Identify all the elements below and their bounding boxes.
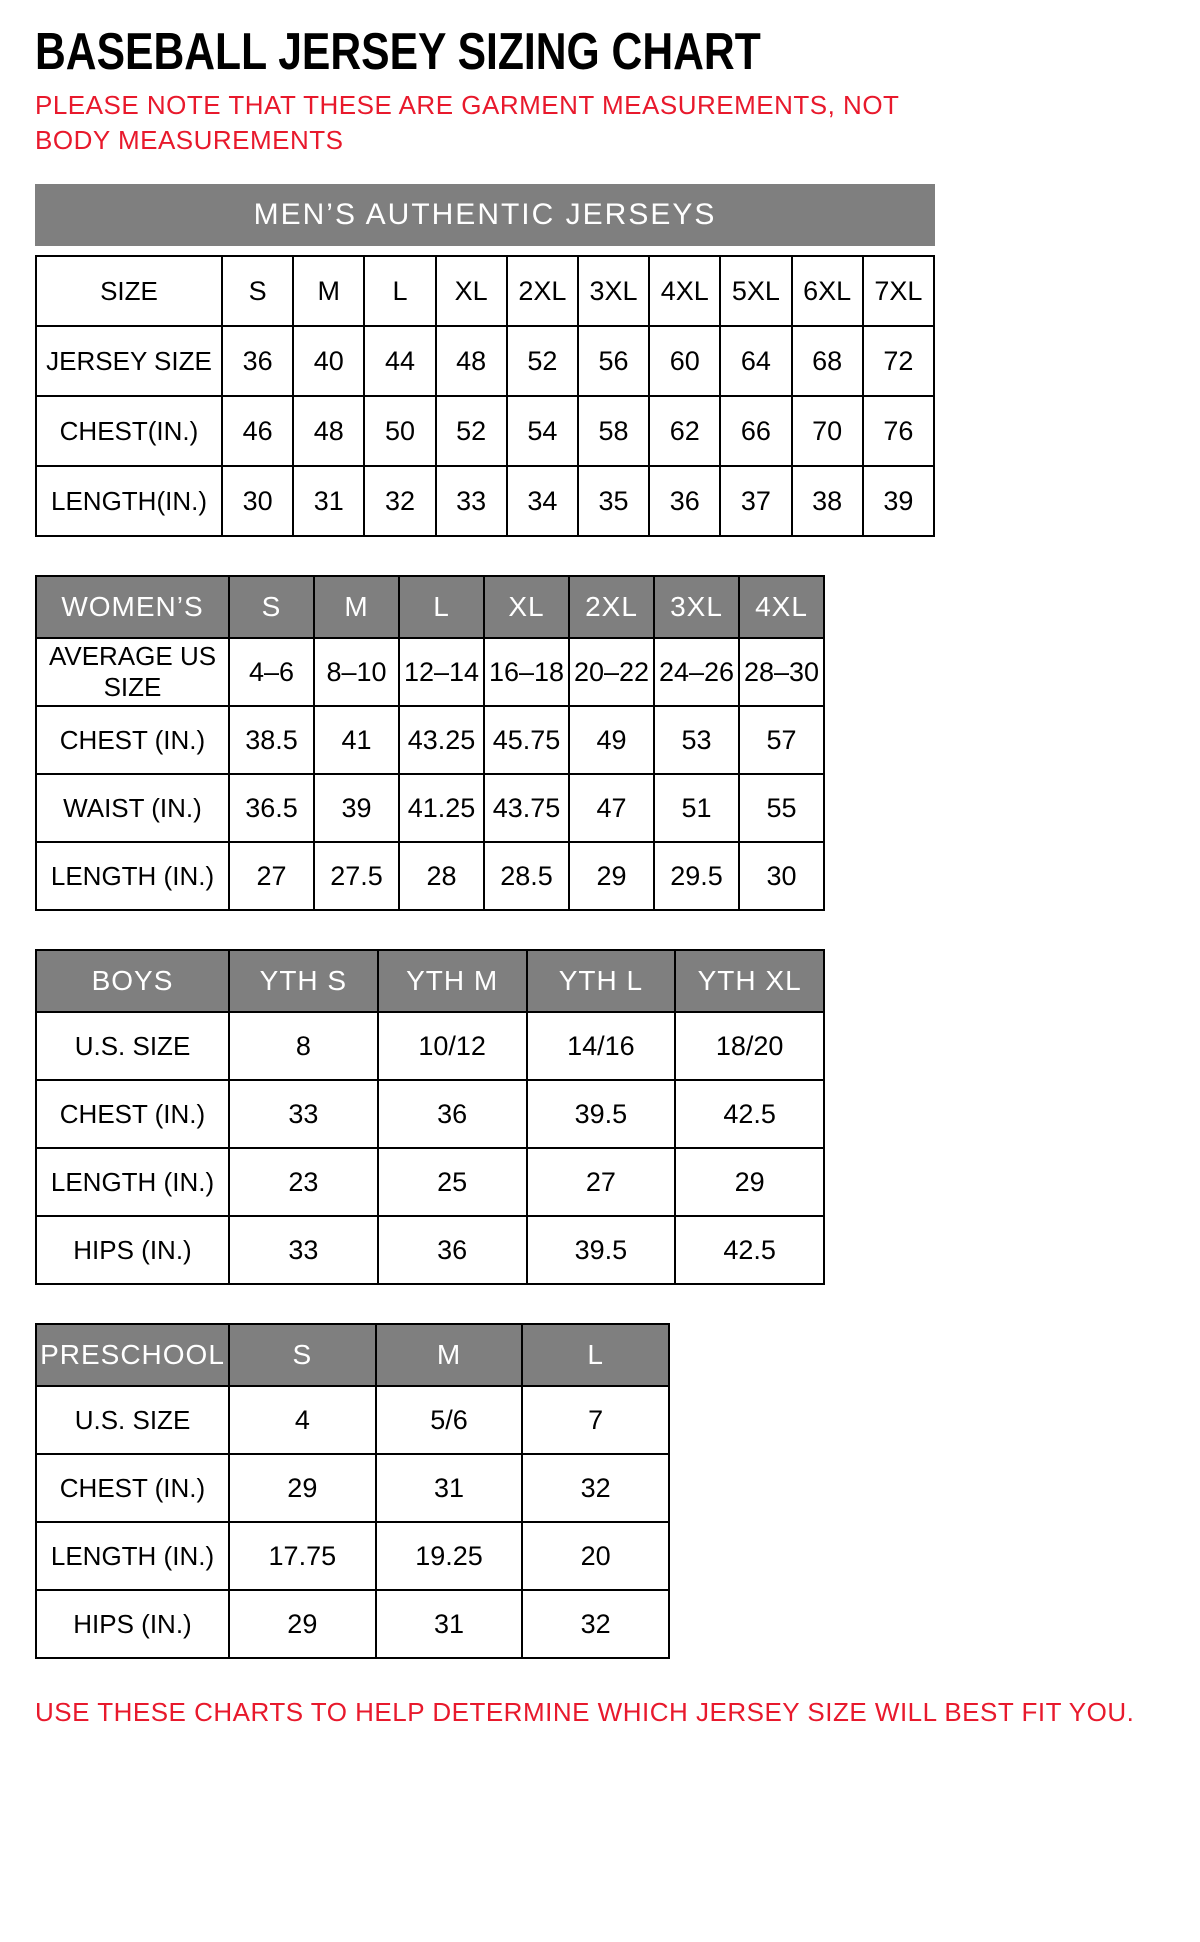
value-cell: 3XL [578,256,649,326]
value-cell: 6XL [792,256,863,326]
header-row [36,576,824,638]
column-header: M [376,1324,523,1386]
value-cell: 40 [293,326,364,396]
value-cell: 33 [436,466,507,536]
value-cell: 29 [569,842,654,910]
value-cell: 27 [229,842,314,910]
value-cell: 44 [364,326,435,396]
garment-measurement-note: PLEASE NOTE THAT THESE ARE GARMENT MEASUREMENTS, NOT BODY MEASUREMENTS [35,90,899,156]
value-cell: 31 [376,1590,523,1658]
value-cell: 16–18 [484,638,569,706]
table-row [36,774,824,842]
table-row [36,256,934,326]
value-cell: 23 [229,1148,378,1216]
value-cell: 55 [739,774,824,842]
value-cell: 58 [578,396,649,466]
mens-size-table [35,255,935,537]
row-label: HIPS (IN.) [36,1590,229,1658]
value-cell: 38 [792,466,863,536]
row-label: WAIST (IN.) [36,774,229,842]
value-cell: 43.25 [399,706,484,774]
row-label: HIPS (IN.) [36,1216,229,1284]
value-cell: 5/6 [376,1386,523,1454]
value-cell: 39 [863,466,934,536]
row-label: CHEST (IN.) [36,1454,229,1522]
value-cell: 28 [399,842,484,910]
value-cell: 35 [578,466,649,536]
value-cell: 29.5 [654,842,739,910]
row-label: AVERAGE US SIZE [36,638,229,706]
row-label: LENGTH(IN.) [36,466,222,536]
value-cell: 37 [720,466,791,536]
value-cell: 30 [739,842,824,910]
value-cell: 52 [507,326,578,396]
header-row [36,1324,669,1386]
value-cell: 43.75 [484,774,569,842]
value-cell: 8–10 [314,638,399,706]
row-label: CHEST(IN.) [36,396,222,466]
value-cell: 38.5 [229,706,314,774]
header-row [36,950,824,1012]
value-cell: 8 [229,1012,378,1080]
table-title-cell: BOYS [36,950,229,1012]
value-cell: 45.75 [484,706,569,774]
value-cell: 39.5 [527,1216,676,1284]
table-row [36,1386,669,1454]
column-header: S [229,576,314,638]
value-cell: 12–14 [399,638,484,706]
column-header: YTH M [378,950,527,1012]
value-cell: 47 [569,774,654,842]
value-cell: 31 [293,466,364,536]
value-cell: 62 [649,396,720,466]
value-cell: 50 [364,396,435,466]
value-cell: 29 [675,1148,824,1216]
value-cell: 34 [507,466,578,536]
row-label: JERSEY SIZE [36,326,222,396]
row-label: CHEST (IN.) [36,706,229,774]
value-cell: 24–26 [654,638,739,706]
value-cell: 68 [792,326,863,396]
value-cell: 7XL [863,256,934,326]
column-header: YTH XL [675,950,824,1012]
column-header: L [399,576,484,638]
value-cell: 4XL [649,256,720,326]
value-cell: 48 [436,326,507,396]
boys-size-table [35,949,825,1285]
value-cell: 42.5 [675,1080,824,1148]
value-cell: 39.5 [527,1080,676,1148]
value-cell: 41.25 [399,774,484,842]
table-row [36,706,824,774]
value-cell: 36.5 [229,774,314,842]
value-cell: 56 [578,326,649,396]
row-label: LENGTH (IN.) [36,842,229,910]
value-cell: 42.5 [675,1216,824,1284]
value-cell: M [293,256,364,326]
value-cell: 33 [229,1080,378,1148]
column-header: L [522,1324,669,1386]
womens-section [35,575,1200,911]
value-cell: 36 [378,1216,527,1284]
value-cell: 52 [436,396,507,466]
value-cell: S [222,256,293,326]
value-cell: 72 [863,326,934,396]
womens-size-table [35,575,825,911]
value-cell: 20 [522,1522,669,1590]
value-cell: 31 [376,1454,523,1522]
column-header: YTH S [229,950,378,1012]
table-title-cell: WOMEN’S [36,576,229,638]
value-cell: 32 [522,1590,669,1658]
row-label: CHEST (IN.) [36,1080,229,1148]
row-label: SIZE [36,256,222,326]
boys-section [35,949,1200,1285]
value-cell: 14/16 [527,1012,676,1080]
value-cell: 4 [229,1386,376,1454]
value-cell: 27 [527,1148,676,1216]
table-row [36,1522,669,1590]
mens-table-banner: MEN’S AUTHENTIC JERSEYS [35,184,935,246]
value-cell: 5XL [720,256,791,326]
value-cell: 17.75 [229,1522,376,1590]
value-cell: 18/20 [675,1012,824,1080]
column-header: M [314,576,399,638]
value-cell: 76 [863,396,934,466]
table-row [36,396,934,466]
preschool-section [35,1323,1200,1659]
table-row [36,638,824,706]
table-row [36,1454,669,1522]
row-label: U.S. SIZE [36,1386,229,1454]
table-row [36,466,934,536]
value-cell: 48 [293,396,364,466]
value-cell: 33 [229,1216,378,1284]
value-cell: 53 [654,706,739,774]
value-cell: 60 [649,326,720,396]
value-cell: 25 [378,1148,527,1216]
value-cell: 29 [229,1454,376,1522]
table-row [36,1148,824,1216]
value-cell: 32 [522,1454,669,1522]
mens-section [35,184,1200,537]
value-cell: 28.5 [484,842,569,910]
column-header: S [229,1324,376,1386]
value-cell: 49 [569,706,654,774]
value-cell: 54 [507,396,578,466]
value-cell: 46 [222,396,293,466]
table-row [36,1216,824,1284]
table-row [36,1080,824,1148]
value-cell: 19.25 [376,1522,523,1590]
value-cell: 57 [739,706,824,774]
column-header: 2XL [569,576,654,638]
row-label: LENGTH (IN.) [36,1522,229,1590]
value-cell: 64 [720,326,791,396]
table-row [36,842,824,910]
value-cell: 70 [792,396,863,466]
column-header: YTH L [527,950,676,1012]
value-cell: 2XL [507,256,578,326]
table-row [36,326,934,396]
value-cell: 32 [364,466,435,536]
row-label: LENGTH (IN.) [36,1148,229,1216]
value-cell: L [364,256,435,326]
value-cell: 29 [229,1590,376,1658]
value-cell: 27.5 [314,842,399,910]
value-cell: 41 [314,706,399,774]
column-header: 4XL [739,576,824,638]
value-cell: 51 [654,774,739,842]
value-cell: 20–22 [569,638,654,706]
column-header: 3XL [654,576,739,638]
value-cell: 36 [222,326,293,396]
value-cell: 28–30 [739,638,824,706]
value-cell: 10/12 [378,1012,527,1080]
value-cell: 30 [222,466,293,536]
column-header: XL [484,576,569,638]
value-cell: 7 [522,1386,669,1454]
value-cell: XL [436,256,507,326]
value-cell: 66 [720,396,791,466]
table-title-cell: PRESCHOOL [36,1324,229,1386]
preschool-size-table [35,1323,670,1659]
value-cell: 39 [314,774,399,842]
table-row [36,1590,669,1658]
value-cell: 4–6 [229,638,314,706]
page-title: BASEBALL JERSEY SIZING CHART [35,23,761,81]
table-row [36,1012,824,1080]
row-label: U.S. SIZE [36,1012,229,1080]
fit-advice-note: USE THESE CHARTS TO HELP DETERMINE WHICH JERSEY SIZE WILL BEST FIT YOU. [35,1697,1135,1728]
value-cell: 36 [378,1080,527,1148]
value-cell: 36 [649,466,720,536]
